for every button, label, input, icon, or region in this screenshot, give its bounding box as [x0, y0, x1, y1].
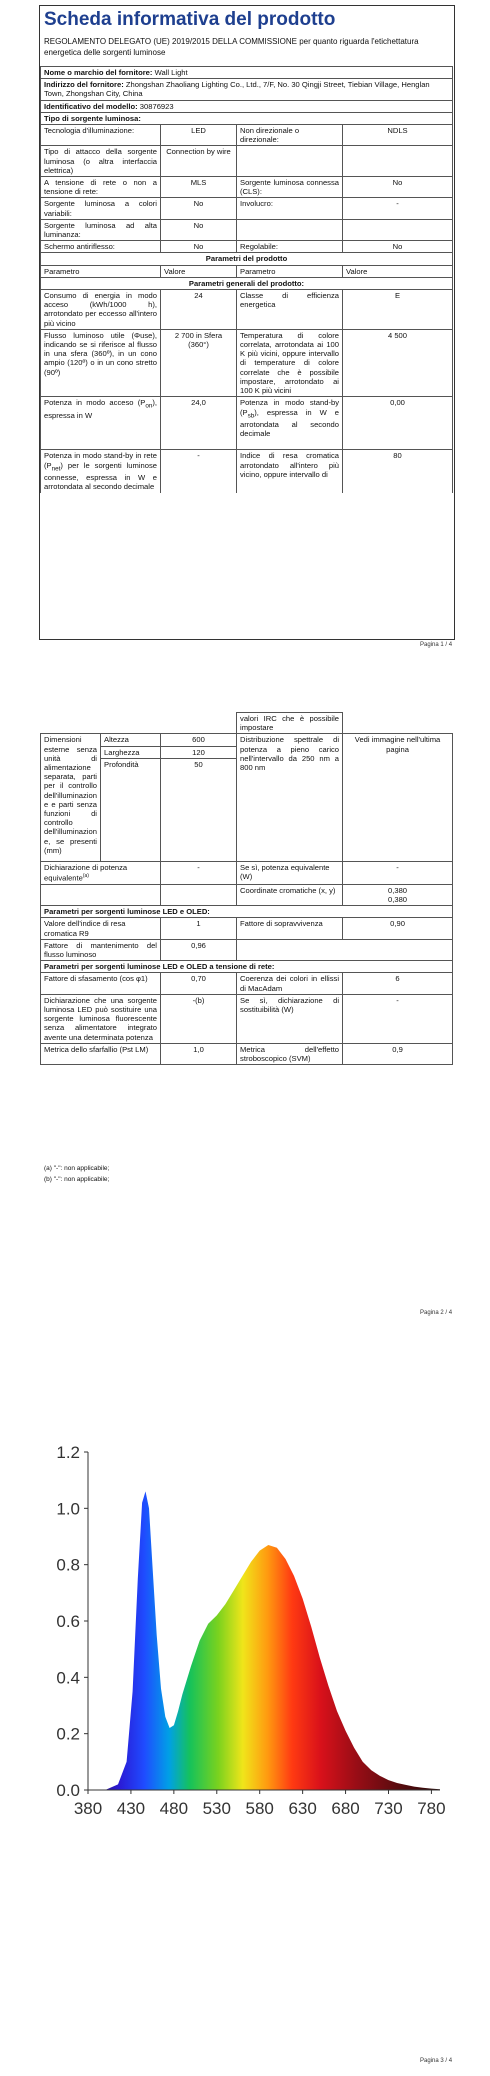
chart-plot	[56, 1443, 445, 1818]
params-heading: Parametri del prodotto	[41, 253, 453, 265]
superscript: (a)	[82, 873, 89, 880]
cell	[343, 884, 453, 905]
supplier-cell	[41, 67, 453, 79]
cell: Metrica dell'effetto stroboscopico (SVM)	[237, 1043, 343, 1064]
y-tick-label: 0.2	[56, 1724, 80, 1744]
model-label: Identificativo del modello:	[44, 101, 138, 111]
cell: A tensione di rete o non a tensione di rete:	[41, 177, 161, 198]
model-row	[41, 100, 453, 112]
page-number: Pagina 3 / 4	[420, 2058, 453, 2064]
cell	[41, 450, 161, 493]
cell: No	[343, 241, 453, 253]
cell: 0,9	[343, 1043, 453, 1064]
cell: Sorgente luminosa ad alta luminanza:	[41, 219, 161, 240]
table-row	[41, 713, 453, 734]
cell: No	[161, 198, 237, 219]
product-info-table-continued	[40, 712, 453, 1065]
cell: Coordinate cromatiche (x, y)	[237, 884, 343, 905]
type-heading-row	[41, 112, 453, 124]
cell: Tecnologia d'illuminazione:	[41, 125, 161, 146]
footnote-a: (a) "-": non applicabile;	[44, 1165, 110, 1172]
cell: 1,0	[161, 1043, 237, 1064]
coordinate-x: 0,380	[388, 885, 408, 895]
header-cell: Valore	[161, 265, 237, 277]
text: ), espressa in W e arrotondata al secondo decimale	[240, 407, 339, 439]
cell: LED	[161, 125, 237, 146]
table-row	[41, 884, 453, 905]
cell	[237, 146, 343, 177]
empty-cell	[41, 713, 237, 734]
x-tick-label: 780	[417, 1799, 446, 1818]
empty-cell	[343, 713, 453, 734]
table-row	[41, 973, 453, 994]
mains-heading-row	[41, 961, 453, 973]
cell: -	[161, 450, 237, 493]
cell	[343, 219, 453, 240]
table-row	[41, 918, 453, 939]
cell: Fattore di mantenimento del flusso luminoso	[41, 939, 161, 960]
header-cell: Valore	[343, 265, 453, 277]
cell	[41, 861, 161, 884]
dimensions-label: Dimensioni esterne senza unità di alimentazione separata, parti per il controllo dell'illuminazione e parti senza funzioni di controllo dell'illuminazione, se presenti (mm)	[41, 734, 101, 861]
table-row	[41, 198, 453, 219]
y-tick-label: 0.8	[56, 1555, 80, 1575]
cell: 24,0	[161, 397, 237, 450]
text: Dichiarazione di potenza equivalente	[44, 862, 128, 883]
cell: NDLS	[343, 125, 453, 146]
cell: 0,90	[343, 918, 453, 939]
cell	[237, 939, 343, 960]
x-tick-label: 680	[331, 1799, 360, 1818]
model-cell	[41, 100, 453, 112]
table-row	[41, 1043, 453, 1064]
cell: valori IRC che è possibile impostare	[237, 713, 343, 734]
regulation-text: REGOLAMENTO DELEGATO (UE) 2019/2015 DELLA COMMISSIONE per quanto riguarda l'etichettatura energetica delle sorgenti luminose	[44, 37, 419, 57]
cell: 0,96	[161, 939, 237, 960]
subscript: sb	[247, 412, 255, 420]
dimension-value: 120	[161, 746, 237, 758]
address-cell	[41, 79, 453, 100]
dimension-label: Profondità	[101, 758, 161, 861]
general-heading: Parametri generali del prodotto:	[41, 277, 453, 289]
y-tick-label: 1.2	[56, 1443, 80, 1462]
table-row	[41, 861, 453, 884]
cell: Tipo di attacco della sorgente luminosa (o altra interfaccia elettrica)	[41, 146, 161, 177]
address-value: Zhongshan Zhaoliang Lighting Co., Ltd., 7/F, No. 30 Qingji Street, Tiebian Village, Henglan Town, Zhongshan City, China	[44, 80, 430, 99]
y-tick-label: 0.4	[56, 1668, 80, 1688]
page-number: Pagina 2 / 4	[420, 1310, 453, 1316]
header-cell: Parametro	[237, 265, 343, 277]
cell: -(b)	[161, 994, 237, 1043]
text: Potenza in modo stand-by (P	[240, 398, 339, 417]
x-tick-label: 480	[159, 1799, 189, 1818]
cell: Involucro:	[237, 198, 343, 219]
subscript: on	[145, 402, 153, 410]
cell: Dichiarazione che una sorgente luminosa LED può sostituire una sorgente luminosa fluorescente senza alimentatore integrato avente una determinata potenza	[41, 994, 161, 1043]
cell	[237, 219, 343, 240]
coordinate-y: 0,380	[388, 894, 408, 904]
cell	[343, 939, 453, 960]
x-tick-label: 630	[288, 1799, 317, 1818]
table-row	[41, 125, 453, 146]
cell: Sorgente luminosa connessa (CLS):	[237, 177, 343, 198]
y-tick-label: 1.0	[56, 1499, 80, 1519]
cell: Fattore di sopravvivenza	[237, 918, 343, 939]
table-row	[41, 329, 453, 396]
text: ), espressa in W	[44, 398, 157, 421]
supplier-row	[41, 67, 453, 79]
footnote-b: (b) "-": non applicabile;	[44, 1176, 110, 1183]
cell: Temperatura di colore correlata, arrotondata ai 100 K più vicini, oppure intervallo di temperature di colore correlate che è possibile impostare, arrotondato ai 100 K più vicini	[237, 329, 343, 396]
page-2	[0, 712, 490, 1332]
address-label: Indirizzo del fornitore:	[44, 80, 124, 90]
header-row	[41, 265, 453, 277]
table-row	[41, 994, 453, 1043]
spectrum-area	[88, 1491, 440, 1790]
subscript: net	[51, 465, 61, 473]
table-row	[41, 397, 453, 450]
cell: 2 700 in Sfera (360°)	[161, 329, 237, 396]
cell	[41, 397, 161, 450]
dimension-label: Altezza	[101, 734, 161, 746]
table-row	[41, 177, 453, 198]
cell: 6	[343, 973, 453, 994]
type-heading: Tipo di sorgente luminosa:	[41, 112, 453, 124]
spectral-distribution-value: Vedi immagine nell'ultima pagina	[343, 734, 453, 861]
cell: Indice di resa cromatica arrotondato all'intero più vicino, oppure intervallo di	[237, 450, 343, 493]
cell: E	[343, 290, 453, 330]
cell: Regolabile:	[237, 241, 343, 253]
dimension-value: 50	[161, 758, 237, 861]
mains-heading: Parametri per sorgenti luminose LED e OLED a tensione di rete:	[41, 961, 453, 973]
table-row	[41, 146, 453, 177]
cell: Schermo antiriflesso:	[41, 241, 161, 253]
general-heading-row	[41, 277, 453, 289]
table-row	[41, 290, 453, 330]
x-tick-label: 430	[116, 1799, 146, 1818]
page-number: Pagina 1 / 4	[420, 642, 453, 648]
cell: Metrica dello sfarfallio (Pst LM)	[41, 1043, 161, 1064]
cell: 0,70	[161, 973, 237, 994]
empty-cell	[161, 884, 237, 905]
table-row	[41, 241, 453, 253]
cell: 4 500	[343, 329, 453, 396]
table-row	[41, 450, 453, 493]
x-tick-label: 580	[245, 1799, 274, 1818]
x-tick-label: 530	[202, 1799, 231, 1818]
cell: No	[161, 241, 237, 253]
page-1	[0, 0, 490, 650]
dimensions-row	[41, 734, 453, 746]
x-tick-label: 730	[374, 1799, 403, 1818]
cell: Connection by wire	[161, 146, 237, 177]
cell: 0,00	[343, 397, 453, 450]
supplier-value: Wall Light	[154, 68, 188, 77]
cell: Sorgente luminosa a colori variabili:	[41, 198, 161, 219]
y-tick-label: 0.0	[56, 1781, 80, 1800]
empty-cell	[41, 884, 161, 905]
cell: 24	[161, 290, 237, 330]
cell: No	[343, 177, 453, 198]
y-tick-label: 0.6	[56, 1612, 80, 1631]
cell: Valore dell'indice di resa cromatica R9	[41, 918, 161, 939]
cell: Fattore di sfasamento (cos φ1)	[41, 973, 161, 994]
cell: Se sì, dichiarazione di sostituibilità (W)	[237, 994, 343, 1043]
cell: -	[161, 861, 237, 884]
text: Potenza in modo acceso (P	[44, 398, 146, 408]
cell: Flusso luminoso utile (Φuse), indicando se si riferisce al flusso in una sfera (360º), in un cono ampio (120º) o in un cono stretto (90º)	[41, 329, 161, 396]
x-tick-label: 380	[73, 1799, 103, 1818]
cell: -	[343, 994, 453, 1043]
spectral-power-distribution-chart	[40, 1440, 450, 1820]
cell: Se sì, potenza equivalente (W)	[237, 861, 343, 884]
product-info-table	[40, 66, 453, 493]
dimension-label: Larghezza	[101, 746, 161, 758]
led-heading: Parametri per sorgenti luminose LED e OLED:	[41, 906, 453, 918]
text: ) per le sorgenti luminose connesse, espressa in W e arrotondata al secondo decimale	[44, 460, 157, 492]
dimension-value: 600	[161, 734, 237, 746]
table-row	[41, 939, 453, 960]
cell: -	[343, 861, 453, 884]
cell	[343, 146, 453, 177]
cell: 1	[161, 918, 237, 939]
text: Potenza in modo stand-by in rete (P	[44, 451, 157, 470]
model-value: 30876923	[139, 101, 174, 111]
led-heading-row	[41, 906, 453, 918]
cell: Consumo di energia in modo acceso (kWh/1000 h), arrotondato per eccesso all'intero più vicino	[41, 290, 161, 330]
spectral-distribution-label: Distribuzione spettrale di potenza a pieno carico nell'intervallo da 250 nm a 800 nm	[237, 734, 343, 861]
cell: MLS	[161, 177, 237, 198]
cell: No	[161, 219, 237, 240]
table-row	[41, 219, 453, 240]
cell	[237, 397, 343, 450]
cell: -	[343, 198, 453, 219]
cell: Non direzionale o direzionale:	[237, 125, 343, 146]
address-row	[41, 79, 453, 100]
params-heading-row	[41, 253, 453, 265]
cell: 80	[343, 450, 453, 493]
header-cell: Parametro	[41, 265, 161, 277]
supplier-label: Nome o marchio del fornitore:	[44, 68, 153, 77]
cell: Classe di efficienza energetica	[237, 290, 343, 330]
page-title: Scheda informativa del prodotto	[44, 9, 336, 30]
cell: Coerenza dei colori in ellissi di MacAdam	[237, 973, 343, 994]
